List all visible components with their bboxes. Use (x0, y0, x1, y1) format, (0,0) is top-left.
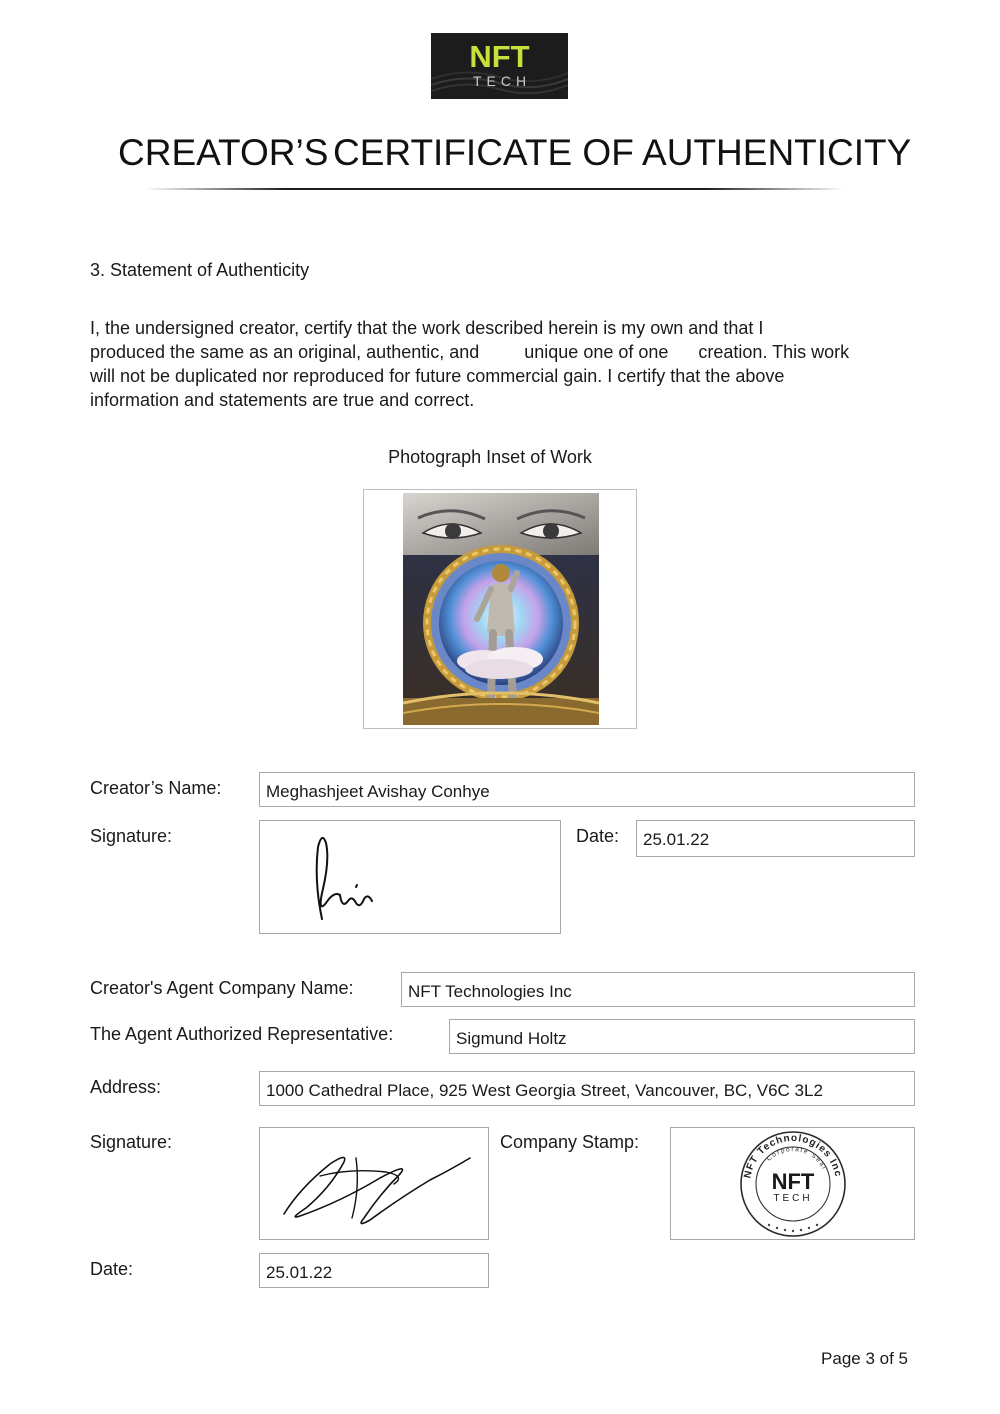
agent-stamp-label: Company Stamp: (500, 1132, 640, 1152)
agent-company-field[interactable]: NFT Technologies Inc (401, 972, 915, 1007)
company-logo (431, 33, 568, 99)
statement-line: I, the undersigned creator, certify that the work described herein is my own and that I (90, 318, 764, 338)
company-stamp-image (671, 1128, 915, 1240)
agent-address-field[interactable]: 1000 Cathedral Place, 925 West Georgia Street, Vancouver, BC, V6C 3L2 (259, 1071, 915, 1106)
photo-frame (363, 489, 637, 729)
photo-caption: Photograph Inset of Work (388, 447, 592, 467)
statement-line: produced the same as an original, authentic, and unique one of one creation. This work (90, 342, 850, 362)
agent-rep-field[interactable]: Sigmund Holtz (449, 1019, 915, 1054)
logo-primary-text: NFT (469, 39, 530, 74)
agent-signature-image (260, 1128, 489, 1240)
company-stamp-box[interactable] (670, 1127, 915, 1240)
creator-signature-label: Signature: (90, 826, 173, 846)
creator-date-field[interactable]: 25.01.22 (636, 820, 915, 857)
stamp-ring-text: NFT Technologies Inc (742, 1132, 844, 1180)
stamp-center-primary: NFT (771, 1169, 815, 1194)
stamp-inner-text: Corporate Seal (765, 1145, 828, 1172)
artwork-image (403, 493, 599, 725)
statement-line: information and statements are true and correct. (90, 390, 475, 410)
agent-signature-box[interactable] (259, 1127, 489, 1240)
agent-signature-label: Signature: (90, 1132, 173, 1152)
creator-date-label: Date: (576, 826, 620, 846)
title-divider (145, 188, 845, 190)
statement-line: will not be duplicated nor reproduced for future commercial gain. I certify that the above (90, 366, 785, 386)
creator-name-label: Creator’s Name: (90, 778, 222, 798)
page-number: Page 3 of 5 (821, 1349, 908, 1368)
agent-date-field[interactable]: 25.01.22 (259, 1253, 489, 1288)
agent-company-label: Creator's Agent Company Name: (90, 978, 354, 998)
agent-rep-label: The Agent Authorized Representative: (90, 1024, 394, 1044)
creator-name-field[interactable]: Meghashjeet Avishay Conhye (259, 772, 915, 807)
agent-address-label: Address: (90, 1077, 162, 1097)
creator-signature-box[interactable] (259, 820, 561, 934)
creator-signature-image (260, 821, 561, 934)
section-heading: 3. Statement of Authenticity (90, 260, 310, 280)
stamp-center-secondary: TECH (773, 1193, 813, 1204)
title-part-certificate: CERTIFICATE OF AUTHENTICITY (333, 132, 912, 173)
statement-paragraph (90, 316, 890, 412)
title-part-creators: CREATOR’S (118, 132, 329, 173)
agent-date-label: Date: (90, 1259, 134, 1279)
logo-secondary-text: TECH (472, 73, 532, 89)
